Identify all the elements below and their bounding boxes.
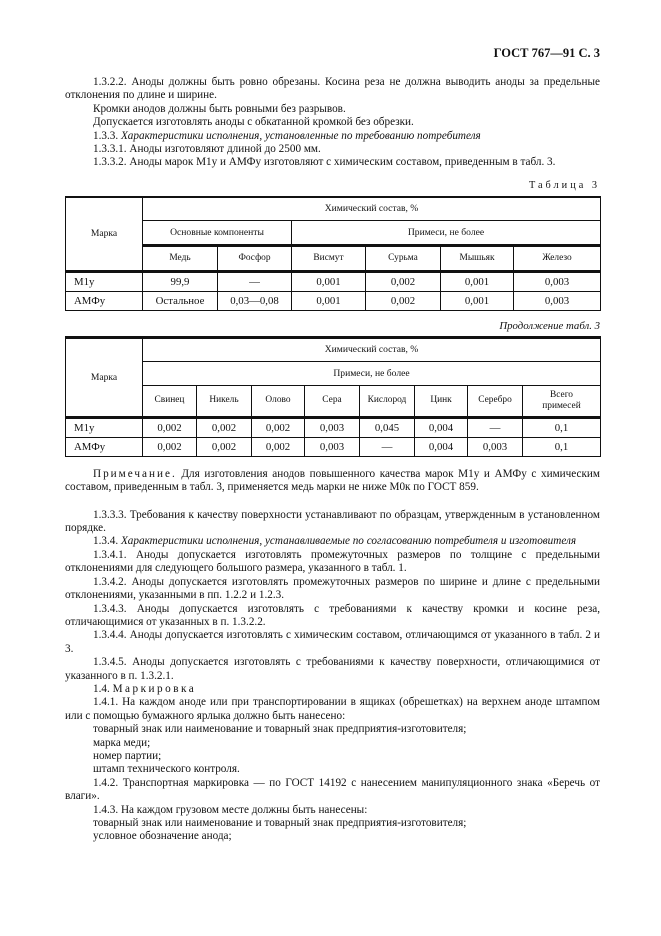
note-label: Примечание.: [93, 467, 177, 480]
table1-group-title: Химический состав, %: [143, 197, 601, 221]
table2-cell: —: [468, 417, 523, 437]
chemical-composition-table: [65, 196, 601, 311]
table2-cell: 0,004: [415, 417, 468, 437]
list-item-nomer-partii: номер партии;: [93, 749, 162, 762]
page-header-reference: ГОСТ 767—91 С. 3: [493, 46, 600, 60]
table2-subgroup: Примеси, не более: [143, 361, 601, 385]
table2-row2-marka: АМФу: [66, 437, 143, 456]
table2-cell: 0,1: [523, 417, 601, 437]
table1-col-zhelezo: Железо: [514, 245, 601, 271]
table2-col-kislorod: Кислород: [360, 385, 415, 417]
table2-cell: 0,1: [523, 437, 601, 456]
table2-cell: 0,003: [305, 417, 360, 437]
table1-cell: 0,03—0,08: [218, 291, 292, 310]
table1-cell: 0,001: [292, 271, 366, 291]
list-item-trademark-2: товарный знак или наименование и товарный знак предприятия-изготовителя;: [93, 817, 467, 829]
table1-subgroup-right: Примеси, не более: [292, 220, 601, 245]
table2-cell: —: [360, 437, 415, 456]
table1-cell: 0,003: [514, 291, 601, 310]
paragraph-1342: 1.3.4.2. Аноды допускается изготовлять промежуточных размеров по ширине и длине с предельными отклонениями, указанными в пп. 1.2.2 и 1.2.3.: [65, 575, 600, 602]
table1-label: Таблица 3: [528, 179, 600, 191]
table2-col-cink: Цинк: [415, 385, 468, 417]
paragraph-1344: 1.3.4.4. Аноды допускается изготовлять с химическим составом, отличающимся от указанного в табл. 2 и 3.: [65, 629, 600, 655]
table1-cell: —: [218, 271, 292, 291]
table2-col-serebro: Серебро: [468, 385, 523, 417]
table2-cell: 0,045: [360, 417, 415, 437]
table-note: [65, 468, 600, 495]
table1-cell: Остальное: [143, 291, 218, 310]
table1-cell: 99,9: [143, 271, 218, 291]
table2-row1-marka: М1у: [66, 417, 143, 437]
section-133-heading: [65, 130, 600, 143]
table1-cell: 0,001: [441, 291, 514, 310]
section-14-heading: [65, 683, 600, 696]
paragraph-141: 1.4.1. На каждом аноде или при транспортировании в ящиках (обрешетках) на верхнем аноде штампом или с помощью бумажного ярлыка должно быть нанесено:: [65, 696, 600, 722]
section-14-title: Маркировка: [112, 682, 197, 695]
section-134-number: 1.3.4.: [93, 535, 119, 548]
table2-cell: 0,003: [305, 437, 360, 456]
table1-col-surma: Сурьма: [366, 245, 441, 271]
table2-corner-header: Марка: [66, 337, 143, 417]
section-134-heading: [65, 535, 600, 548]
section-133-number: 1.3.3.: [93, 129, 119, 142]
paragraph-1331: 1.3.3.1. Аноды изготовляют длиной до 2500 мм.: [93, 143, 321, 156]
table1-row2-marka: АМФу: [66, 291, 143, 310]
paragraph-1322: 1.3.2.2. Аноды должны быть ровно обрезаны. Косина реза не должна выводить аноды за предельные отклонения по длине и ширине.: [65, 76, 600, 102]
table2-cell: 0,002: [143, 417, 197, 437]
table1-col-myshyak: Мышьяк: [441, 245, 514, 271]
table1-subgroup-left: Основные компоненты: [143, 220, 292, 245]
chemical-composition-table-continuation: [65, 336, 601, 457]
paragraph-kromki: Кромки анодов должны быть ровными без разрывов.: [93, 102, 346, 115]
table2-col-svinec: Свинец: [143, 385, 197, 417]
table1-col-vismut: Висмут: [292, 245, 366, 271]
table1-cell: 0,001: [441, 271, 514, 291]
note-text: Для изготовления анодов повышенного качества марок М1у и АМФу с химическим составом, приведенным в табл. 3, применяется медь марки не ниже М0к по ГОСТ 859.: [65, 467, 600, 494]
table1-col-fosfor: Фосфор: [218, 245, 292, 271]
table1-cell: 0,002: [366, 291, 441, 310]
table2-label: Продолжение табл. 3: [499, 319, 600, 332]
section-14-number: 1.4.: [93, 682, 110, 695]
table-row: [66, 291, 601, 310]
table-row: [66, 271, 601, 291]
table-row: [66, 417, 601, 437]
table2-col-olovo: Олово: [252, 385, 305, 417]
paragraph-dopusk: Допускается изготовлять аноды с обкатанной кромкой без обрезки.: [93, 116, 414, 129]
paragraph-1343: 1.3.4.3. Аноды допускается изготовлять с требованиями к качеству кромки и косине реза, отличающимися от указанных в п. 1.3.2.2.: [65, 602, 600, 628]
paragraph-1332: 1.3.3.2. Аноды марок М1у и АМФу изготовляют с химическим составом, приведенным в табл. 3.: [93, 156, 556, 169]
table2-cell: 0,002: [197, 437, 252, 456]
paragraph-1345: 1.3.4.5. Аноды допускается изготовлять с требованиями к качеству поверхности, отличающимися от указанного в п. 1.3.2.1.: [65, 656, 600, 682]
table2-cell: 0,002: [252, 437, 305, 456]
list-item-marka-medi: марка меди;: [93, 736, 151, 749]
table2-cell: 0,002: [252, 417, 305, 437]
section-133-title: Характеристики исполнения, установленные по требованию потребителя: [120, 129, 481, 142]
paragraph-1333: 1.3.3.3. Требования к качеству поверхности устанавливают по образцам, утвержденным в установленном порядке.: [65, 508, 600, 535]
table1-col-med: Медь: [143, 245, 218, 271]
table2-cell: 0,003: [468, 437, 523, 456]
table1-row1-marka: М1у: [66, 271, 143, 291]
table2-cell: 0,002: [197, 417, 252, 437]
paragraph-142: 1.4.2. Транспортная маркировка — по ГОСТ 14192 с нанесением манипуляционного знака «Беречь от влаги».: [65, 776, 600, 803]
table2-cell: 0,004: [415, 437, 468, 456]
list-item-uslovnoe-oboznachenie: условное обозначение анода;: [93, 830, 232, 843]
table2-group-title: Химический состав, %: [143, 337, 601, 361]
paragraph-1341: 1.3.4.1. Аноды допускается изготовлять промежуточных размеров по толщине с предельными отклонениями для следующего большого размера, указанного в табл. 1.: [65, 548, 600, 575]
table2-cell: 0,002: [143, 437, 197, 456]
section-134-title: Характеристики исполнения, устанавливаемые по согласованию потребителя и изготовителя: [120, 535, 577, 548]
table1-cell: 0,001: [292, 291, 366, 310]
paragraph-143: 1.4.3. На каждом грузовом месте должны быть нанесены:: [93, 803, 368, 816]
table1-corner-header: Марка: [66, 197, 143, 272]
table2-col-vsego: Всего примесей: [523, 385, 601, 417]
list-item-trademark: товарный знак или наименование и товарный знак предприятия-изготовителя;: [93, 723, 467, 736]
table2-col-nikel: Никель: [197, 385, 252, 417]
table1-cell: 0,003: [514, 271, 601, 291]
table2-col-sera: Сера: [305, 385, 360, 417]
table1-cell: 0,002: [366, 271, 441, 291]
table-row: [66, 437, 601, 456]
list-item-shtamp: штамп технического контроля.: [93, 763, 240, 776]
